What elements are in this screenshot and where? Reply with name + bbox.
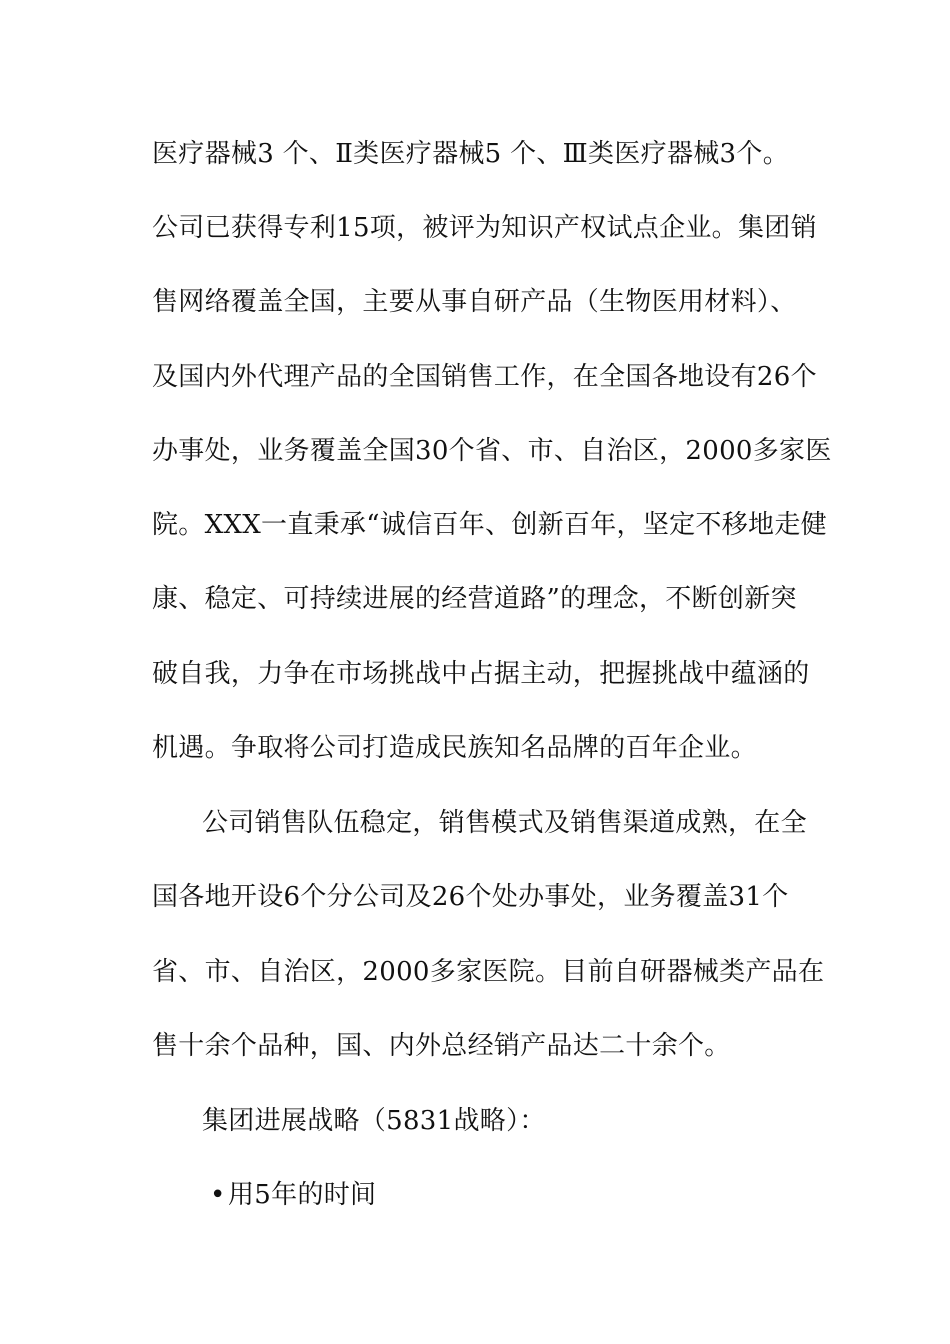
- paragraph-line: 售十余个品种，国、内外总经销产品达二十余个。: [152, 1031, 731, 1061]
- paragraph-line: 售网络覆盖全国，主要从事自研产品（生物医用材料）、: [152, 287, 797, 317]
- bullet-list-item: [210, 1178, 870, 1212]
- section-heading-line: 集团进展战略（5831战略）：: [202, 1106, 546, 1136]
- paragraph-line: 医疗器械3 个、Ⅱ类医疗器械5 个、Ⅲ类医疗器械3个。: [152, 139, 790, 169]
- paragraph-line: 公司销售队伍稳定，销售模式及销售渠道成熟，在全: [202, 808, 807, 838]
- paragraph-line: 破自我，力争在市场挑战中占据主动，把握挑战中蕴涵的: [152, 659, 810, 689]
- paragraph-line: 公司已获得专利15项，被评为知识产权试点企业。集团销: [152, 213, 817, 243]
- paragraph-line: 省、市、自治区，2000多家医院。目前自研器械类产品在: [152, 957, 825, 987]
- paragraph-line: 院。XXX一直秉承“诚信百年、创新百年，坚定不移地走健: [152, 510, 827, 540]
- paragraph-line: 机遇。争取将公司打造成民族知名品牌的百年企业。: [152, 733, 757, 763]
- paragraph-line: 办事处，业务覆盖全国30个省、市、自治区，2000多家医: [152, 436, 832, 466]
- bullet-text: 用5年的时间: [228, 1180, 377, 1210]
- paragraph-line: 国各地开设6个分公司及26个处办事处，业务覆盖31个: [152, 882, 789, 912]
- paragraph-line: 康、稳定、可持续进展的经营道路”的理念，不断创新突: [152, 584, 797, 614]
- bullet-marker: •: [210, 1180, 226, 1210]
- paragraph-line: 及国内外代理产品的全国销售工作，在全国各地设有26个: [152, 362, 817, 392]
